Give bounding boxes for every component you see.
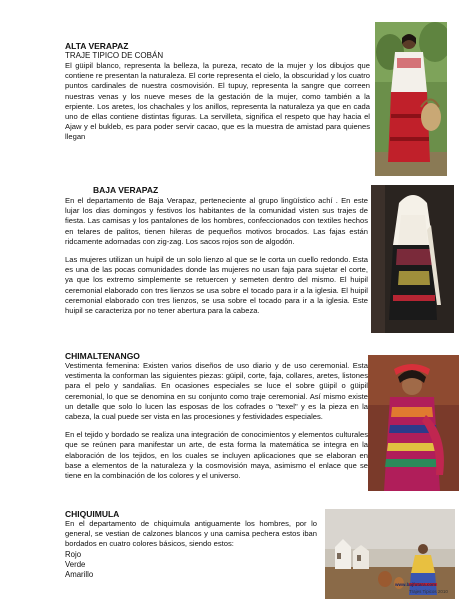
photo-alta-verapaz — [375, 22, 447, 176]
section-paragraph: En el tejido y bordado se realiza una integración de conocimientos y elementos culturales que se reúnen para manifestar un arte, de esta forma la matemática se integra en la elaboración de los tejidos, en los cuales se incluyen aplicaciones que se elaboran en base a elementos de la naturaleza y la cosmovisión maya, asimismo el enlace que se tiene en la combinación de los colores y el universo. — [65, 430, 368, 481]
photo-baja-verapaz — [371, 185, 454, 333]
photo-alta-verapaz-illustration — [375, 22, 447, 176]
section-chimaltenango — [65, 351, 368, 481]
color-item: Verde — [65, 559, 86, 569]
section-title: ALTA VERAPAZ — [65, 41, 129, 51]
photo-chimaltenango — [368, 355, 459, 491]
section-paragraph: Vestimenta femenina: Existen varios diseños de uso diario y de uso ceremonial. Esta vestimenta la conforman las siguientes piezas: güipil, corte, faja, collares, aretes, listones para el pelo y sandalias. En ocasiones especiales se luce el sobre güipil o güipil ceremonial, lo que se denomina en su conjunto como traje ceremonial. Así mismo existe un detalle que solo lo lucen las esposas de los cofrades o "texel" y es la pieza en la cabeza, la cual puede ser vista en las procesiones y festividades especiales. — [65, 361, 368, 422]
section-baja-verapaz — [65, 185, 368, 316]
color-item: Rojo — [65, 549, 82, 559]
section-subtitle: TRAJE TIPICO DE COBÁN — [65, 51, 164, 60]
section-title: CHIMALTENANGO — [65, 351, 140, 361]
section-paragraph: El güipil blanco, representa la belleza, la pureza, recato de la mujer y los dibujos que contiene re presentan la naturaleza. El corte representa el cielo, la obscuridad y los cuatro puntos cardinales de nuestra cosmovisión. El tupuy, representa la sangre que correen nuestras venas y los nueve meses de la gestación de la mujer, como también a la erpiente. Los aretes, los chachales y los anillos, representa la naturaleza ya que en cada uno de ellas contiene distintas figuras. La servilleta, significa el respeto que hay hacia el Ajaw y el bukleb, es para poder servir cacao, que es la muestra de amistad para quienes llegan — [65, 61, 370, 142]
photo-caption-label: Trajes Tipicos 2010 — [409, 589, 448, 594]
section-paragraph: En el departamento de Baja Verapaz, perteneciente al grupo lingüístico achí . En este lujar los dias domingos y festivos los habitantes de la comunidad visten sus trajes de fiesta. Las camisas y los pantalones de los hombres, confeccionados con textiles hechos en telares de palitos, tienen hileras de pequeños motivos brocados. Las fajas están ridcamente adornadas con zig-zag. Los sacos rojos son de algodón. — [65, 196, 368, 246]
section-alta-verapaz — [65, 41, 370, 143]
section-paragraph: En el departamento de chiquimula antiguamente los hombres, por lo general, se vestian de calzones blancos y una camisa pechera estos iban bordados en cuatro colores básicos, siendo estos: — [65, 519, 317, 549]
color-item: Amarillo — [65, 570, 94, 580]
section-paragraph: Las mujeres utilizan un huipil de un solo lienzo al que se le corta un cuello redondo. Esta es una de las pocas comunidades donde las mujeres no usan faja para sujetar el corte, ya que los extremo simplemente se retuercen y semeten dentro del mismo. El huipil ceremonial elaborado con tres lienzos se usa sobre el tocado para ir a la iglesia. El huipil ceremonial elaborado con tres lienzos, se usa sobre el tocado para ir a la iglesia. Este huipil se caracteriza por no tener abertura para la cabeza. — [65, 255, 368, 316]
section-chiquimula — [65, 509, 317, 580]
photo-chimaltenango-illustration — [368, 355, 459, 491]
photo-chiquimula — [325, 509, 455, 599]
photo-baja-verapaz-illustration — [371, 185, 454, 333]
section-title: BAJA VERAPAZ — [93, 185, 159, 195]
section-title: CHIQUIMULA — [65, 509, 120, 519]
photo-caption-site: www.bajfutara.com — [395, 582, 437, 587]
